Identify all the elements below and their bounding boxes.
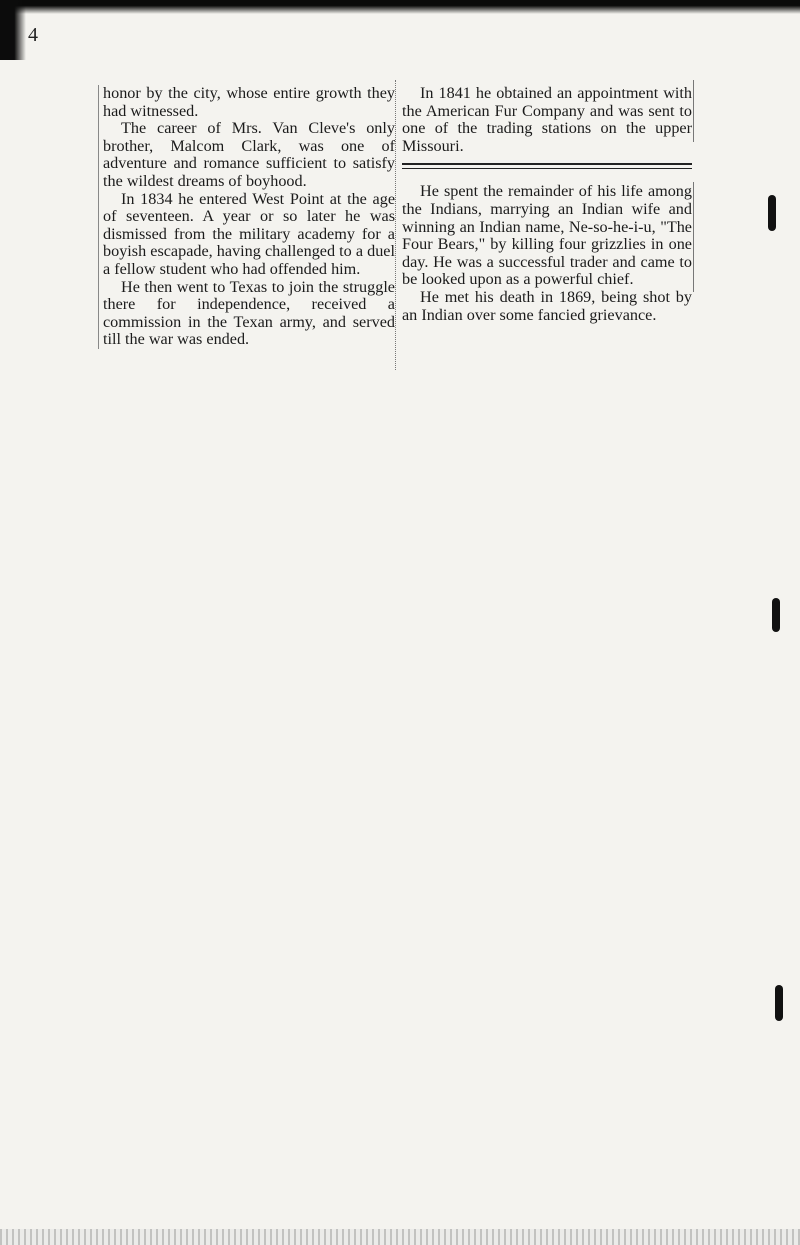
right-column-bar-bottom — [693, 182, 694, 292]
right-article-column — [402, 85, 692, 324]
binding-mark-2 — [772, 598, 780, 632]
scan-top-edge — [0, 0, 800, 14]
page-corner-mark: 4 — [28, 24, 38, 46]
paragraph-continuation: honor by the city, whose entire growth they had witnessed. — [103, 84, 395, 120]
scan-bottom-edge — [0, 1229, 800, 1245]
paragraph-career: The career of Mrs. Van Cleve's only brother, Malcom Clark, was one of adventure and romance sufficient to satisfy the wildest dreams of boyhood. — [103, 119, 395, 190]
paragraph-indians: He spent the remainder of his life among the Indians, marrying an Indian wife and winning an Indian name, Ne-so-he-i-u, "The Four Bears," by killing four grizzlies in one day. He was a successful trader and came to be looked upon as a powerful chief. — [402, 182, 692, 289]
binding-mark-3 — [775, 985, 783, 1021]
paragraph-fur-company: In 1841 he obtained an appointment with the American Fur Company and was sent to one of the trading stations on the upper Missouri. — [402, 84, 692, 155]
paragraph-west-point: In 1834 he entered West Point at the age of seventeen. A year or so later he was dismissed from the military academy for a boyish escapade, having challenged to a duel a fellow student who had offended him. — [103, 189, 395, 278]
scan-left-edge — [0, 0, 26, 60]
paragraph-death: He met his death in 1869, being shot by an Indian over some fancied grievance. — [402, 287, 692, 324]
section-rule — [402, 163, 692, 169]
left-article-column — [98, 85, 395, 349]
paragraph-texas: He then went to Texas to join the struggle there for independence, received a commission in the Texan army, and served till the war was ended. — [103, 277, 395, 349]
binding-mark-1 — [768, 195, 776, 231]
column-divider — [395, 80, 397, 370]
right-column-bar-top — [693, 80, 694, 142]
